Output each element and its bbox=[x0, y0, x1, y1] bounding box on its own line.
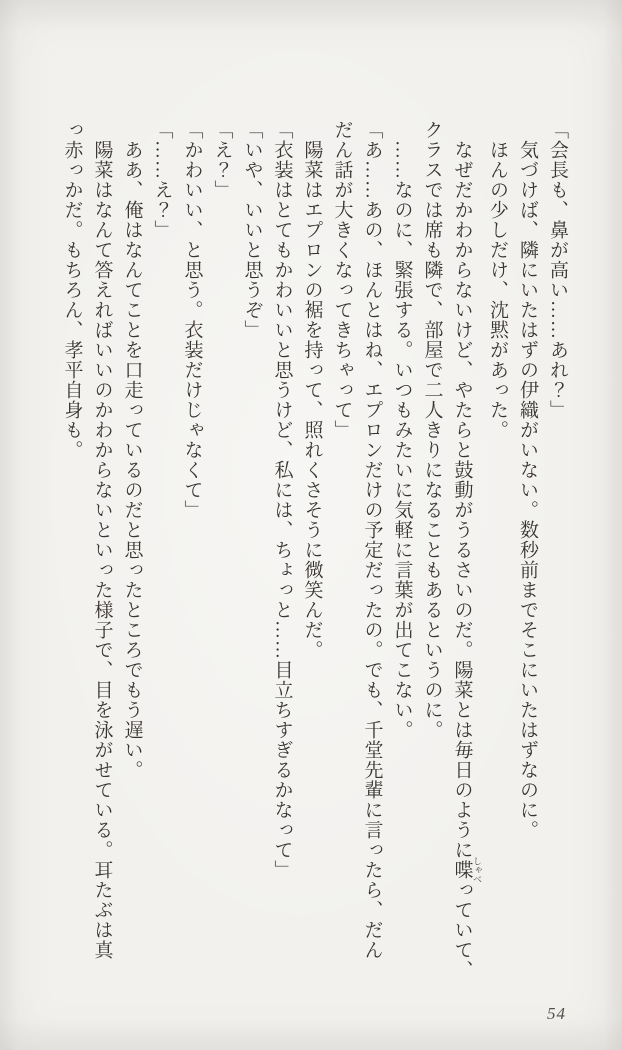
text-line-dialogue: 「え？」 bbox=[211, 120, 233, 200]
page-text bbox=[57, 120, 573, 990]
text-line: っ赤っかだ。もちろん、孝平自身も。 bbox=[61, 120, 83, 460]
text-line-dialogue: 「……え？」 bbox=[151, 120, 173, 240]
text-line: ……なのに、緊張する。いつもみたいに気軽に言葉が出てこない。 bbox=[391, 140, 413, 740]
text-segment: っていて、 bbox=[451, 880, 473, 980]
text-line: ああ、俺はなんてことを口走っているのだと思ったところでもう遅い。 bbox=[121, 140, 143, 780]
text-line: 気づけば、隣にいたはずの伊織がいない。数秒前までそこにいたはずなのに。 bbox=[517, 140, 538, 840]
ruby-annotation bbox=[451, 856, 482, 884]
text-line-dialogue: 「あ……あの、ほんとはね、エプロンだけの予定だったの。でも、千堂先輩に言ったら、だん bbox=[361, 120, 383, 960]
text-line: 陽菜はエプロンの裾を持って、照れくさそうに微笑んだ。 bbox=[301, 140, 323, 660]
text-line-dialogue: 「いや、いいと思うぞ」 bbox=[241, 120, 263, 340]
text-line-with-ruby bbox=[447, 120, 483, 990]
text-line: クラスでは席も隣で、部屋で二人きりになることもあるというのに。 bbox=[421, 120, 443, 740]
text-line: 陽菜はなんて答えればいいのかわからないといった様子で、目を泳がせている。耳たぶは真 bbox=[91, 140, 113, 960]
ruby-furigana: しゃべ bbox=[472, 856, 482, 884]
text-segment: なぜだかわからないけど、やたらと鼓動がうるさいのだ。陽菜とは毎日のように bbox=[451, 140, 473, 860]
text-line-dialogue: 「会長も、鼻が高い……あれ？」 bbox=[547, 120, 568, 420]
ruby-base: 喋 bbox=[451, 856, 473, 884]
page-number: 54 bbox=[547, 1004, 566, 1023]
text-line: だん話が大きくなってきちゃって」 bbox=[331, 120, 353, 440]
text-line-dialogue: 「かわいい、と思う。衣装だけじゃなくて」 bbox=[181, 120, 203, 520]
text-line: ほんの少しだけ、沈黙があった。 bbox=[487, 140, 508, 440]
text-line-dialogue: 「衣装はとてもかわいいと思うけど、私には、ちょっと……目立ちすぎるかなって」 bbox=[271, 120, 293, 880]
